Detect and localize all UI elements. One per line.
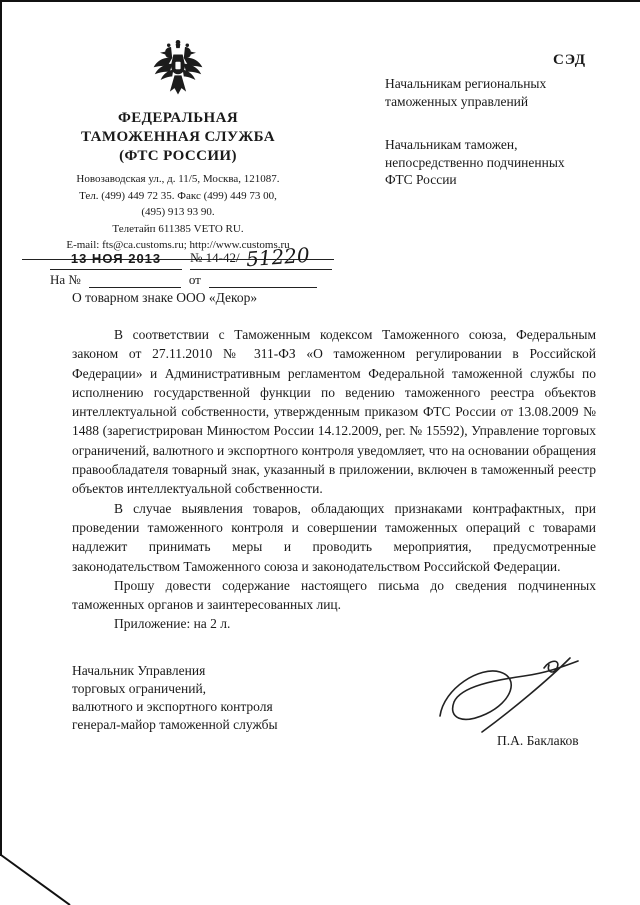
addressee2-line2: непосредственно подчиненных	[385, 154, 565, 170]
org-name-line1: ФЕДЕРАЛЬНАЯ	[117, 110, 239, 126]
body-paragraph-2: В случае выявления товаров, обладающих признаками контрафактных, при проведении таможенного контроля и совершении таможенных операций с товарами надлежит принимать меры и проводить мероприятия, предусмотренные законодательством Таможенного союза и законодательством Российской Федерации.	[72, 500, 596, 574]
reference-row-outgoing	[50, 243, 340, 270]
date-stamp: 13 НОЯ 2013	[50, 251, 182, 270]
org-email-line: E-mail: fts@ca.customs.ru; http://www.customs.ru	[66, 239, 290, 252]
sed-label: СЭД	[553, 52, 587, 68]
org-phone-line1: Тел. (499) 449 72 35. Факс (499) 449 73 00,	[79, 189, 277, 202]
scan-border-left	[0, 0, 2, 856]
addressee2-line3: ФТС России	[385, 172, 457, 187]
outgoing-number-prefix: № 14-42/	[190, 250, 240, 265]
incoming-number-blank	[89, 273, 181, 288]
double-headed-eagle-icon	[149, 38, 207, 100]
outgoing-number	[190, 243, 332, 270]
org-name-line3: (ФТС РОССИИ)	[119, 147, 237, 164]
org-name-line2: ТАМОЖЕННАЯ СЛУЖБА	[81, 128, 275, 145]
addressee-block-2	[385, 136, 605, 189]
signer-title-line1: Начальник Управления	[72, 663, 206, 678]
subject-line: О товарном знаке ООО «Декор»	[72, 290, 258, 305]
incoming-number-label: На №	[50, 272, 81, 287]
scan-border-top	[0, 0, 640, 2]
letter-body	[72, 325, 596, 634]
signer-title-line2: торговых ограничений,	[72, 681, 207, 696]
signer-title-line3: валютного и экспортного контроля	[72, 699, 273, 714]
incoming-date-label: от	[188, 272, 201, 287]
body-paragraph-1: В соответствии с Таможенным кодексом Таможенного союза, Федеральным законом от 27.11.2010 № 311-ФЗ «О таможенном регулировании в Российской Федерации» и Административным регламентом Федеральной таможенной службы по исполнению государственной функции по ведению таможенного реестра объектов интеллектуальной собственности, утвержденным приказом ФТС России от 13.08.2009 № 1488 (зарегистрирован Минюстом России 14.12.2009, рег. № 15592), Управление торговых ограничений, валютного и экспортного контроля уведомляет, что на основании обращения правообладателя товарный знак, указанный в приложении, включен в таможенный реестр объектов интеллектуальной собственности.	[72, 327, 596, 497]
org-phone-line2: (495) 913 93 90.	[141, 206, 215, 219]
incoming-date-blank	[209, 273, 317, 288]
org-address-line1: Новозаводская ул., д. 11/5, Москва, 121087.	[76, 173, 280, 186]
reference-row-incoming	[50, 272, 340, 288]
outgoing-number-handwritten: 51220	[244, 242, 310, 272]
addressees	[385, 75, 605, 189]
letterhead	[22, 38, 334, 260]
signer-title-line4: генерал-майор таможенной службы	[72, 717, 278, 732]
addressee1-line1: Начальникам региональных	[385, 76, 547, 91]
body-paragraph-3: Прошу довести содержание настоящего письма до сведения подчиненных таможенных органов и заинтересованных лиц.	[72, 577, 596, 613]
addressee-block-1	[385, 75, 605, 110]
signature-position-block	[72, 662, 312, 734]
addressee1-line2: таможенных управлений	[385, 93, 529, 109]
attachment-note: Приложение: на 2 л.	[114, 616, 231, 632]
addressee2-line1: Начальникам таможен,	[385, 137, 518, 152]
signer-name: П.А. Баклаков	[497, 733, 579, 748]
scan-corner-fold	[0, 845, 80, 905]
org-teletype-line: Телетайп 611385 VETO RU.	[112, 222, 244, 235]
